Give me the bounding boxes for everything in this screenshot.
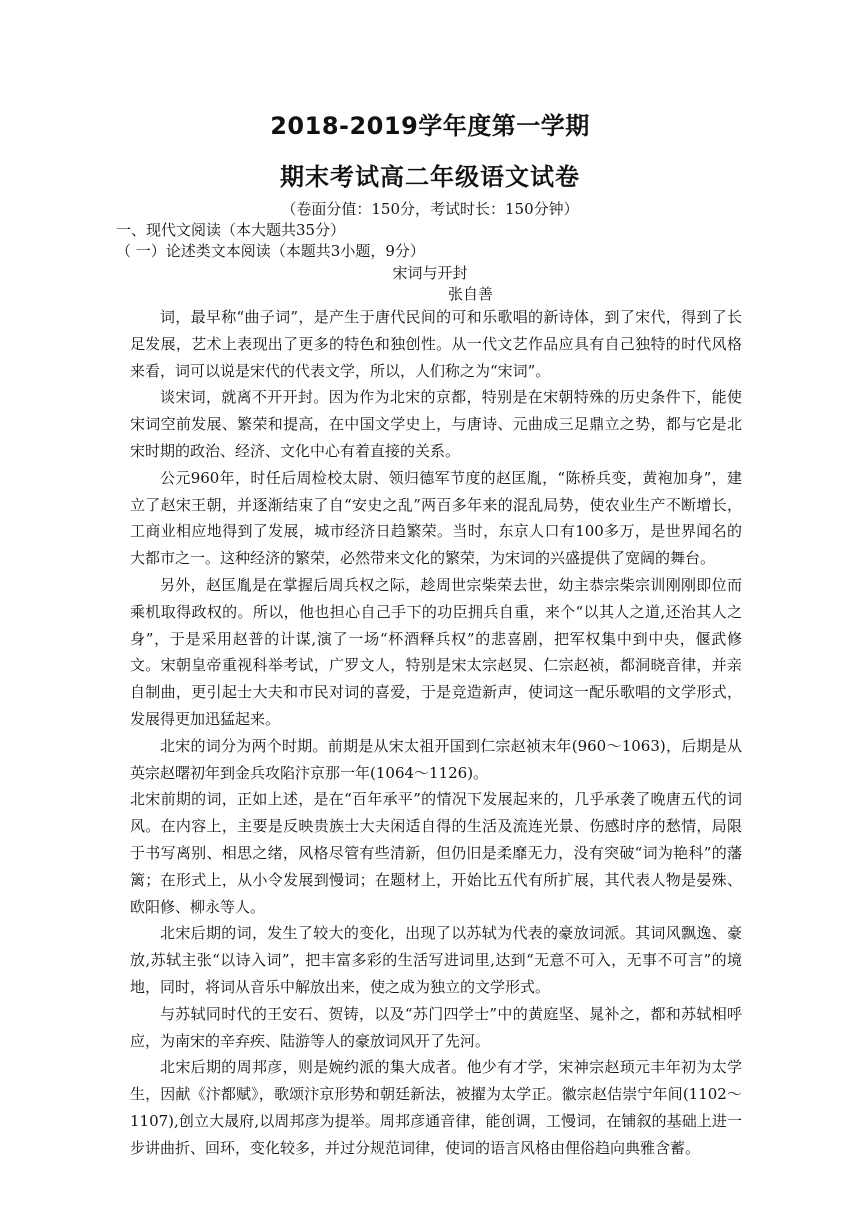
paragraph-6: 北宋前期的词，正如上述，是在“百年承平”的情况下发展起来的，几乎承袭了晚唐五代的词风。在内容上，主要是反映贵族士大夫闲适自得的生活及流连光景、伤感时序的愁情，局限于书写离别、相思之绪，风格尽管有些清新，但仍旧是柔靡无力，没有突破“词为艳科”的藩篱；在形式上，从小令发展到慢词；在题材上，开始比五代有所扩展，其代表人物是晏殊、欧阳修、柳永等人。 [130,790,742,916]
paragraph-9: 北宋后期的周邦彦，则是婉约派的集大成者。他少有才学，宋神宗赵顼元丰年初为太学生，因献《汴都赋》，歌颂汴京形势和朝廷新法，被擢为太学正。徽宗赵佶崇宁年间(1102～1107),创立大晟府,以周邦彦为提举。周邦彦通音律，能创调，工慢词，在铺叙的基础上进一步讲曲折、回环，变化较多，并过分规范词律，使词的语言风格由俚俗趋向典雅含蓄。 [130,1058,742,1157]
paragraph-4: 另外，赵匡胤是在掌握后周兵权之际，趁周世宗柴荣去世，幼主恭宗柴宗训刚刚即位而乘机取得政权的。所以，他也担心自己手下的功臣拥兵自重，来个“以其人之道,还治其人之身”，于是采用赵普的计谋,演了一场“杯酒释兵权”的悲喜剧，把军权集中到中央，偃武修文。宋朝皇帝重视科举考试，广罗文人，特别是宋太宗赵炅、仁宗赵祯，都洞晓音律，并亲自制曲，更引起士大夫和市民对词的喜爱，于是竞造新声，使词这一配乐歌唱的文学形式，发展得更加迅猛起来。 [130,575,742,728]
paragraph-5: 北宋的词分为两个时期。前期是从宋太祖开国到仁宗赵祯末年(960～1063)，后期是从英宗赵曙初年到金兵攻陷汴京那一年(1064～1126)。 [130,736,742,782]
section-heading-reading: 一、现代文阅读（本大题共35分） [116,221,346,239]
paragraph-7: 北宋后期的词，发生了较大的变化，出现了以苏轼为代表的豪放词派。其词风飘逸、豪放,苏轼主张“以诗入词”，把丰富多彩的生活写进词里,达到“无意不可入，无事不可言”的境地，同时，将词从音乐中解放出来，使之成为独立的文学形式。 [130,924,742,996]
exam-title-year: 2018-2019学年度第一学期 [270,112,590,140]
paragraph-1: 词，最早称“曲子词”，是产生于唐代民间的可和乐歌唱的新诗体，到了宋代，得到了长足发展，艺术上表现出了更多的特色和独创性。从一代文艺作品应具有自己独特的时代风格来看，词可以说是宋代的代表文学，所以，人们称之为“宋词”。 [130,308,742,380]
article-author: 张自善 [448,285,494,303]
paragraph-3: 公元960年，时任后周检校太尉、领归德军节度的赵匡胤，“陈桥兵变，黄袍加身”，建立了赵宋王朝，并逐渐结束了自“安史之乱”两百多年来的混乱局势，使农业生产不断增长，工商业相应地得到了发展，城市经济日趋繁荣。当时，东京人口有100多万，是世界闻名的大都市之一。这种经济的繁荣，必然带来文化的繁荣，为宋词的兴盛提供了宽阔的舞台。 [130,468,742,568]
paragraph-2: 谈宋词，就离不开开封。因为作为北宋的京都，特别是在宋朝特殊的历史条件下，能使宋词空前发展、繁荣和提高，在中国文学史上，与唐诗、元曲成三足鼎立之势，都与它是北宋时期的政治、经济、文化中心有着直接的关系。 [130,388,742,460]
paragraph-8: 与苏轼同时代的王安石、贺铸，以及“苏门四学士”中的黄庭坚、晁补之，都和苏轼相呼应，为南宋的辛弃疾、陆游等人的豪放词风开了先河。 [130,1004,742,1050]
article-body [130,304,742,1162]
exam-subtitle: （卷面分值：150分，考试时长：150分钟） [281,200,579,218]
subsection-heading-argumentative: （ 一）论述类文本阅读（本题共3小题，9分） [116,242,425,260]
article-title: 宋词与开封 [392,264,468,282]
exam-title: 期末考试高二年级语文试卷 [280,163,580,191]
